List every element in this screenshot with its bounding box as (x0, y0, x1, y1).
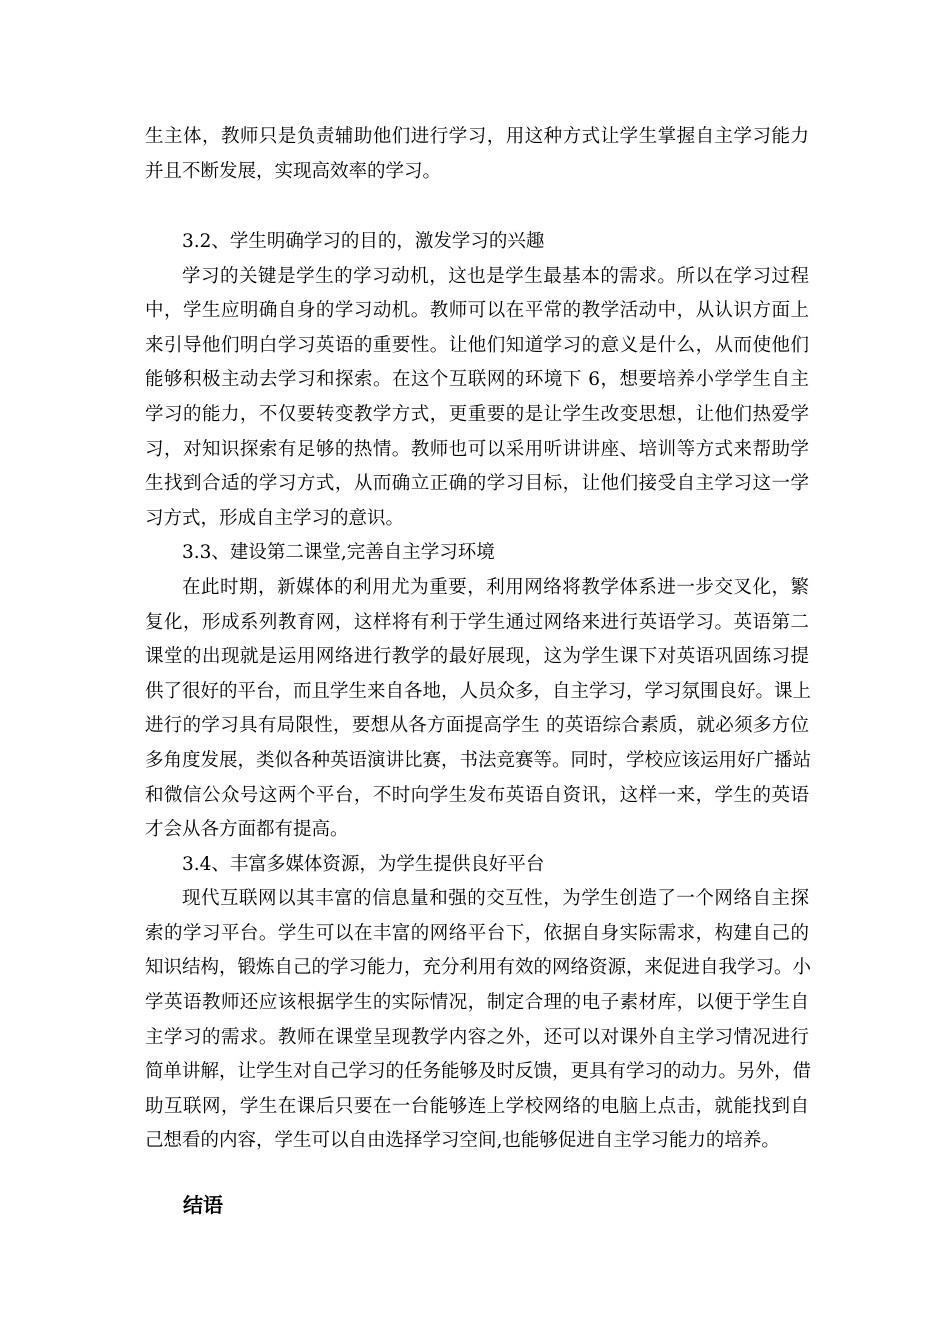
text-line: 索的学习平台。学生可以在丰富的网络平台下，依据自身实际需求，构建自己的 (145, 922, 809, 944)
text-line: 多角度发展，类似各种英语演讲比赛，书法竞赛等。同时，学校应该运用好广播站 (145, 749, 812, 771)
section-heading: 3.2、学生明确学习的目的，激发学习的兴趣 (182, 231, 545, 252)
text-line: 学习的能力，不仅要转变教学方式，更重要的是让学生改变思想，让他们热爱学 (145, 403, 809, 425)
conclusion-heading: 结语 (183, 1193, 223, 1217)
text-line: 才会从各方面都有提高。 (145, 819, 349, 841)
text-line: 中，学生应明确自身的学习动机。教师可以在平常的教学活动中，从认识方面上 (145, 300, 809, 322)
document-body (145, 225, 812, 1159)
text-line: 来引导他们明白学习英语的重要性。让他们知道学习的意义是什么，从而使他们 (145, 334, 809, 356)
text-line: 生找到合适的学习方式，从而确立正确的学习目标，让他们接受自主学习这一学 (145, 473, 809, 495)
text-line: 学英语教师还应该根据学生的实际情况，制定合理的电子素材库，以便于学生自 (145, 992, 809, 1014)
section-3-3 (145, 536, 812, 847)
section-3-2 (145, 225, 809, 536)
section-heading: 3.4、丰富多媒体资源，为学生提供良好平台 (182, 853, 545, 875)
text-line: 课堂的出现就是运用网络进行教学的最好展现，这为学生课下对英语巩固练习提 (145, 646, 809, 668)
text-line: 现代互联网以其丰富的信息量和强的交互性，为学生创造了一个网络自主探 (182, 888, 809, 910)
text-line: 习方式，形成自主学习的意识。 (145, 507, 405, 529)
text-line: 生主体，教师只是负责辅助他们进行学习，用这种方式让学生掌握自主学习能力 (145, 126, 809, 147)
text-line: 在此时期，新媒体的利用尤为重要，利用网络将教学体系进一步交叉化，繁 (182, 576, 809, 598)
section-3-4 (145, 848, 812, 1159)
text-line: 和微信公众号这两个平台，不时向学生发布英语自资讯，这样一来，学生的英语 (145, 784, 809, 806)
text-line: 主学习的需求。教师在课堂呈现教学内容之外，还可以对课外自主学习情况进行 (145, 1026, 809, 1048)
text-line: 简单讲解，让学生对自己学习的任务能够及时反馈，更具有学习的动力。另外，借 (145, 1061, 812, 1083)
text-line: 能够积极主动去学习和探索。在这个互联网的环境下 6，想要培养小学学生自主 (145, 369, 809, 391)
text-line: 并且不断发展，实现高效率的学习。 (145, 160, 442, 182)
text-line: 己想看的内容，学生可以自由选择学习空间,也能够促进自主学习能力的培养。 (145, 1130, 780, 1152)
text-line: 学习的关键是学生的学习动机，这也是学生最基本的需求。所以在学习过程 (182, 265, 809, 287)
text-line: 知识结构，锻炼自己的学习能力，充分利用有效的网络资源，来促进自我学习。小 (145, 957, 812, 979)
text-line: 习，对知识探索有足够的热情。教师也可以采用听讲讲座、培训等方式来帮助学 (145, 438, 809, 460)
text-line: 复化，形成系列教育网，这样将有利于学生通过网络来进行英语学习。英语第二 (145, 611, 809, 633)
text-line: 进行的学习具有局限性，要想从各方面提高学生 的英语综合素质，就必须多方位 (145, 715, 809, 737)
text-line: 供了很好的平台，而且学生来自各地，人员众多，自主学习，学习氛围良好。课上 (145, 680, 812, 702)
intro-paragraph (145, 120, 809, 189)
text-line: 助互联网，学生在课后只要在一台能够连上学校网络的电脑上点击，就能找到自 (145, 1095, 809, 1117)
section-heading: 3.3、建设第二课堂,完善自主学习环境 (182, 542, 495, 564)
